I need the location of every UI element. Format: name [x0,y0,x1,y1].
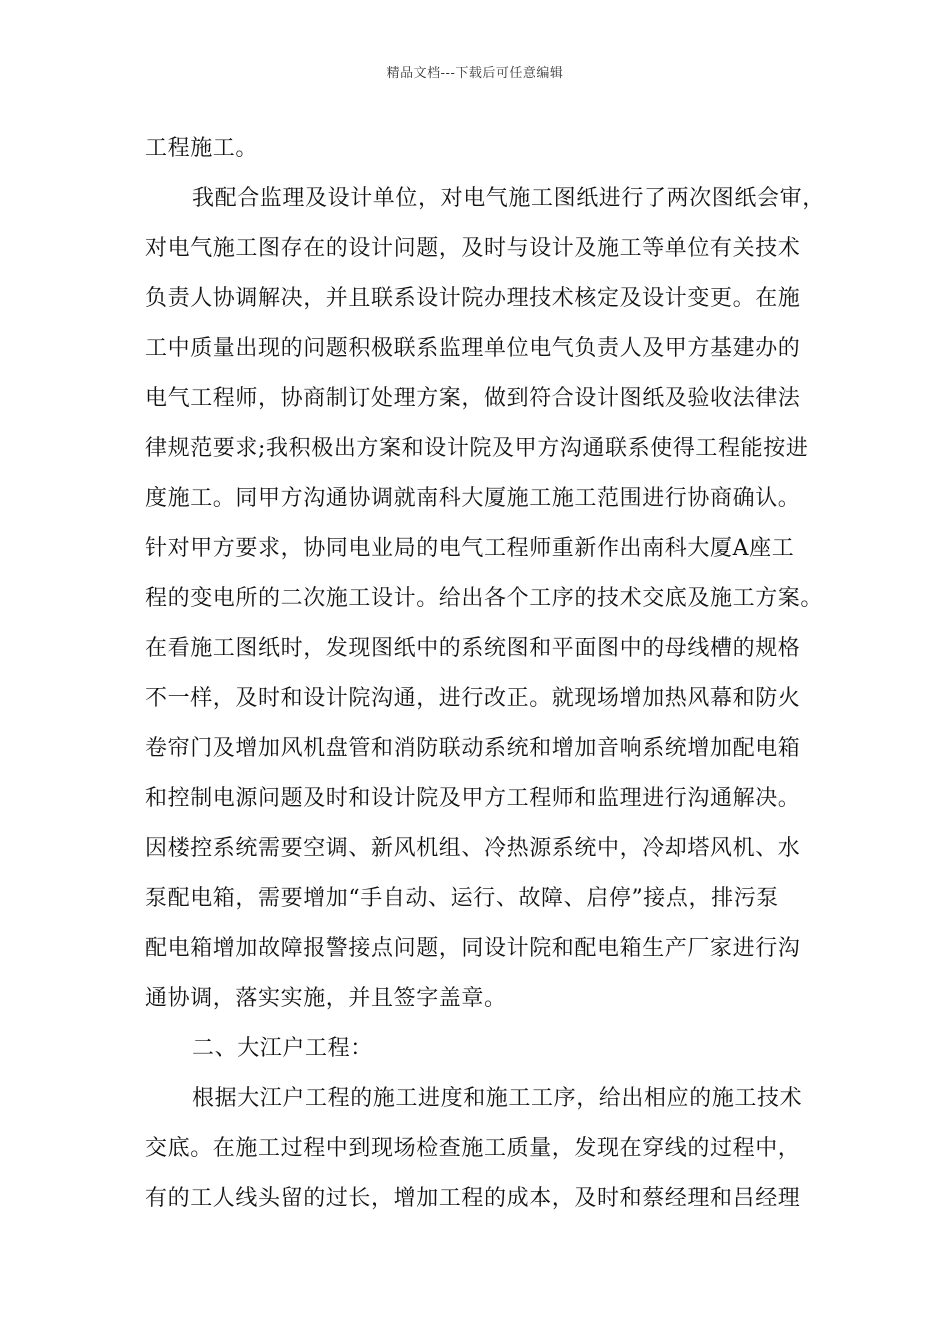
page-header: 精品文档---下载后可任意编辑 [386,66,564,81]
text-line: 律规范要求;我积极出方案和设计院及甲方沟通联系使得工程能按进 [145,436,809,461]
text-line: 针对甲方要求，协同电业局的电气工程师重新作出南科大厦A座工 [145,536,795,561]
text-line: 泵配电箱，需要增加“手自动、运行、故障、启停”接点，排污泵 [145,886,779,911]
section-heading: 二、大江户工程： [192,1036,373,1061]
text-line: 和控制电源问题及时和设计院及甲方工程师和监理进行沟通解决。 [145,786,801,811]
text-line: 电气工程师，协商制订处理方案，做到符合设计图纸及验收法律法 [145,386,801,411]
text-line: 有的工人线头留的过长，增加工程的成本，及时和蔡经理和吕经理 [145,1186,801,1211]
text-line: 交底。在施工过程中到现场检查施工质量，发现在穿线的过程中， [145,1136,801,1161]
text-line: 根据大江户工程的施工进度和施工工序，给出相应的施工技术 [192,1086,803,1111]
text-line: 卷帘门及增加风机盘管和消防联动系统和增加音响系统增加配电箱 [145,736,801,761]
text-line: 对电气施工图存在的设计问题，及时与设计及施工等单位有关技术 [145,236,801,261]
text-line: 工程施工。 [145,136,259,161]
text-line: 配电箱增加故障报警接点问题，同设计院和配电箱生产厂家进行沟 [145,936,801,961]
text-line: 因楼控系统需要空调、新风机组、冷热源系统中，冷却塔风机、水 [145,836,801,861]
text-line: 不一样，及时和设计院沟通，进行改正。就现场增加热风幕和防火 [145,686,801,711]
text-line: 负责人协调解决，并且联系设计院办理技术核定及设计变更。在施 [145,286,801,311]
text-line: 我配合监理及设计单位，对电气施工图纸进行了两次图纸会审， [192,186,825,211]
text-line: 在看施工图纸时，发现图纸中的系统图和平面图中的母线槽的规格 [145,636,801,661]
text-line: 工中质量出现的问题积极联系监理单位电气负责人及甲方基建办的 [145,336,801,361]
text-line: 程的变电所的二次施工设计。给出各个工序的技术交底及施工方案。 [145,586,824,611]
text-line: 通协调，落实实施，并且签字盖章。 [145,986,507,1011]
text-line: 度施工。同甲方沟通协调就南科大厦施工施工范围进行协商确认。 [145,486,801,511]
